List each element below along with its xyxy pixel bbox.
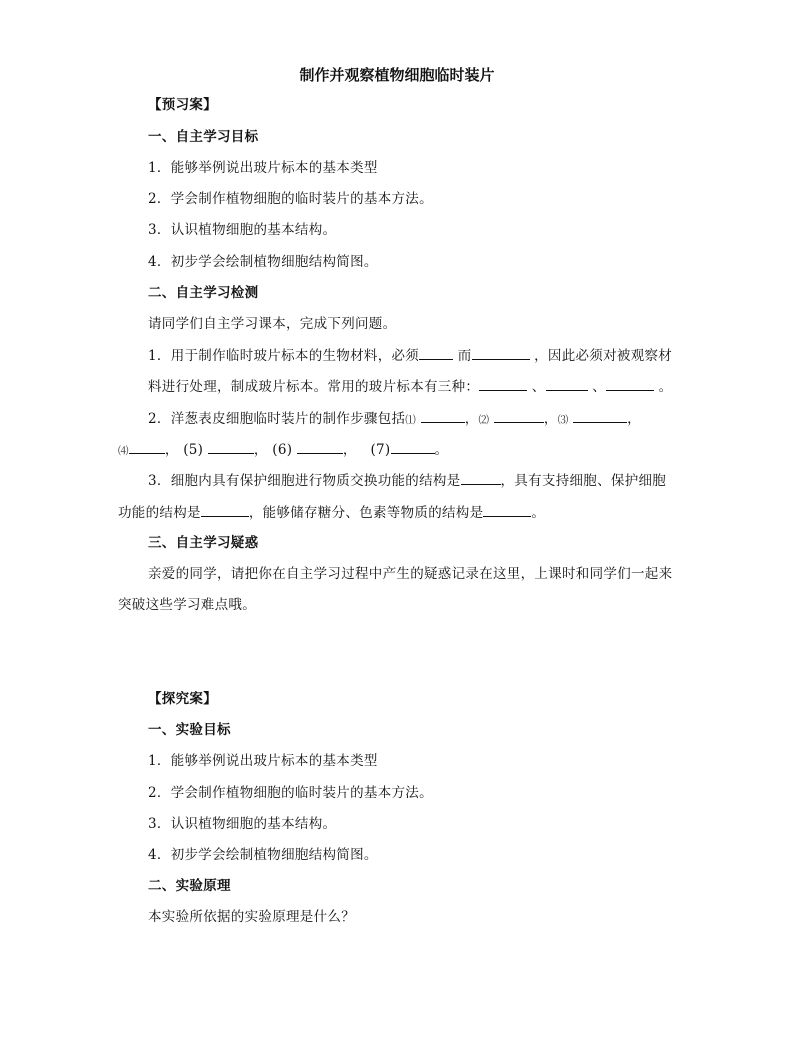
question-3-text-e: 。 [531, 505, 546, 521]
step-number-7: (7) [370, 442, 391, 458]
preview-section3-text-2: 突破这些学习难点哦。 [118, 597, 256, 613]
explore-goal-item-1: 1．能够举例说出玻片标本的基本类型 [148, 753, 378, 769]
fill-blank[interactable] [479, 376, 527, 391]
question-1-text-b: 而 [457, 348, 472, 364]
preview-heading: 【预习案】 [148, 97, 217, 113]
question-1-line-2 [148, 376, 672, 397]
explore-goal-item-2: 2．学会制作植物细胞的临时装片的基本方法。 [148, 785, 433, 801]
step-number-5: (5) [183, 442, 204, 458]
fill-blank[interactable] [573, 408, 627, 423]
preview-goal-item-4: 4．初步学会绘制植物细胞结构简图。 [148, 254, 378, 270]
question-1-line-1 [148, 345, 672, 366]
question-2-text-a: 2．洋葱表皮细胞临时装片的制作步骤包括 [148, 411, 406, 427]
period: 。 [434, 442, 449, 458]
comma: ， [342, 442, 357, 458]
fill-blank[interactable] [546, 376, 588, 391]
fill-blank[interactable] [208, 439, 254, 454]
document-title: 制作并观察植物细胞临时装片 [299, 66, 495, 84]
question-1-text-d: 料进行处理，制成玻片标本。常用的玻片标本有三种： [148, 379, 480, 395]
preview-section3-heading: 三、自主学习疑惑 [148, 535, 259, 551]
question-2-line-1 [148, 408, 641, 430]
fill-blank[interactable] [421, 408, 465, 423]
question-1-sep-2: 、 [592, 379, 607, 395]
fill-blank[interactable] [297, 439, 343, 454]
comma: ， [164, 442, 179, 458]
fill-blank[interactable] [461, 470, 501, 485]
fill-blank[interactable] [483, 502, 531, 517]
preview-goal-item-2: 2．学会制作植物细胞的临时装片的基本方法。 [148, 191, 433, 207]
fill-blank[interactable] [419, 345, 453, 360]
question-3-text-d: ，能够储存糖分、色素等物质的结构是 [248, 505, 484, 521]
step-number-2: ⑵ [478, 414, 490, 426]
question-3-text-b: ，具有支持细胞、保护细胞 [500, 473, 667, 489]
preview-section2-intro: 请同学们自主学习课本，完成下列问题。 [148, 316, 397, 332]
comma: ， [253, 442, 268, 458]
comma: ， [464, 411, 479, 427]
fill-blank[interactable] [494, 408, 544, 423]
fill-blank[interactable] [201, 502, 249, 517]
question-3-text-a: 3．细胞内具有保护细胞进行物质交换功能的结构是 [148, 473, 461, 489]
question-3-line-2 [118, 502, 545, 523]
comma: ， [543, 411, 558, 427]
explore-heading: 【探究案】 [148, 691, 217, 707]
step-number-3: ⑶ [557, 414, 569, 426]
fill-blank[interactable] [391, 439, 435, 454]
explore-goal-item-4: 4．初步学会绘制植物细胞结构简图。 [148, 847, 378, 863]
fill-blank[interactable] [472, 345, 530, 360]
explore-principle-question: 本实验所依据的实验原理是什么？ [148, 909, 355, 925]
explore-section2-heading: 二、实验原理 [148, 878, 231, 894]
step-number-4: ⑷ [118, 445, 129, 457]
explore-goal-item-3: 3．认识植物细胞的基本结构。 [148, 816, 337, 832]
question-3-line-1 [148, 470, 666, 491]
fill-blank[interactable] [129, 439, 165, 454]
question-1-end: 。 [658, 379, 673, 395]
preview-section1-heading: 一、自主学习目标 [148, 129, 259, 145]
question-1-text-a: 1．用于制作临时玻片标本的生物材料，必须 [148, 348, 420, 364]
preview-goal-item-1: 1．能够举例说出玻片标本的基本类型 [148, 160, 378, 176]
comma: ， [627, 411, 641, 427]
question-1-sep-1: 、 [531, 379, 546, 395]
explore-section1-heading: 一、实验目标 [148, 722, 231, 738]
preview-goal-item-3: 3．认识植物细胞的基本结构。 [148, 222, 337, 238]
question-1-text-c: ，因此必须对被观察材 [534, 348, 673, 364]
question-2-line-2 [118, 439, 448, 461]
step-number-6: (6) [272, 442, 293, 458]
preview-section3-text-1: 亲爱的同学，请把你在自主学习过程中产生的疑惑记录在这里，上课时和同学们一起来 [148, 566, 673, 582]
preview-section2-heading: 二、自主学习检测 [148, 285, 259, 301]
fill-blank[interactable] [606, 376, 654, 391]
question-3-text-c: 功能的结构是 [118, 505, 201, 521]
step-number-1: ⑴ [405, 414, 417, 426]
